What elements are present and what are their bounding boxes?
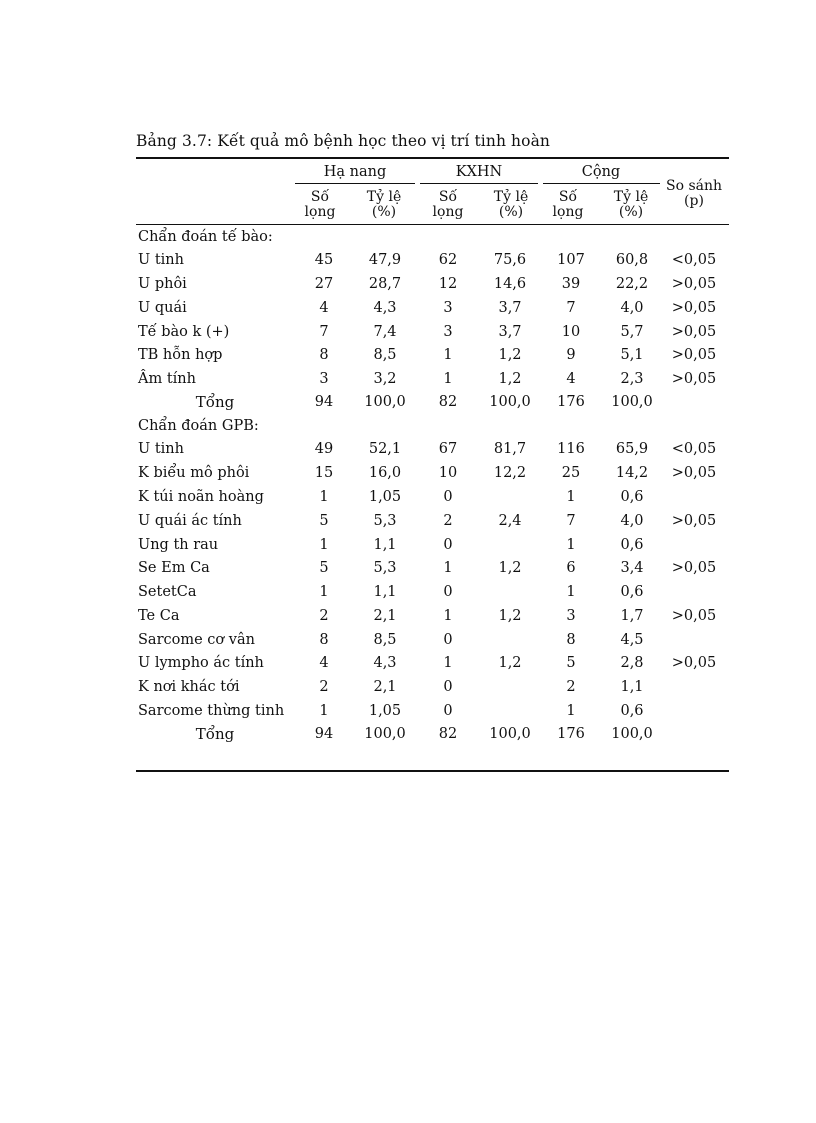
table-cell: 8,5 xyxy=(373,632,397,648)
table-cell: 2 xyxy=(443,513,453,529)
column-subheader-line2: (%) xyxy=(618,204,644,220)
table-cell: 3,2 xyxy=(373,371,397,387)
table-cell: 47,9 xyxy=(368,252,402,268)
table-cell: 8 xyxy=(566,632,576,648)
total-cell: 100,0 xyxy=(489,394,531,410)
row-label: Âm tính xyxy=(138,371,196,387)
table-cell: 0,6 xyxy=(620,584,644,600)
table-cell: 45 xyxy=(314,252,334,268)
column-subheader-line1: Tỷ lệ xyxy=(366,189,402,205)
total-label: Tổng xyxy=(195,393,235,411)
table-cell: 1 xyxy=(319,703,329,719)
table-cell: 10 xyxy=(438,465,458,481)
group-underline-cong xyxy=(543,183,660,184)
row-label: Sarcome thừng tinh xyxy=(138,703,285,719)
table-cell: 1 xyxy=(566,489,576,505)
table-cell: 2 xyxy=(319,608,329,624)
table-cell: 1 xyxy=(566,703,576,719)
column-subheader xyxy=(494,190,528,220)
table-cell: 3 xyxy=(443,324,453,340)
row-label: U quái ác tính xyxy=(138,513,242,529)
group-underline-ha-nang xyxy=(295,183,415,184)
table-cell: 81,7 xyxy=(493,441,527,457)
table-cell: 1 xyxy=(319,584,329,600)
row-label: Tế bào k (+) xyxy=(138,324,230,340)
table-cell: 14,6 xyxy=(493,276,527,292)
table-cell: 0,6 xyxy=(620,703,644,719)
table-cell: <0,05 xyxy=(671,441,717,457)
row-label: U quái xyxy=(138,300,187,316)
table-cell: 5 xyxy=(319,560,329,576)
row-label: U lympho ác tính xyxy=(138,655,264,671)
table-cell: 1 xyxy=(443,655,453,671)
column-subheader-line1: Số xyxy=(558,189,578,205)
total-cell: 100,0 xyxy=(364,394,406,410)
table-cell: >0,05 xyxy=(671,465,717,481)
table-cell: 62 xyxy=(438,252,458,268)
total-cell: 82 xyxy=(438,726,458,742)
column-subheader-line2: (%) xyxy=(498,204,524,220)
column-subheader-line1: Tỷ lệ xyxy=(493,189,529,205)
total-cell: 176 xyxy=(557,394,585,410)
column-subheader xyxy=(305,190,336,220)
table-cell: 1 xyxy=(443,608,453,624)
table-cell: 5,7 xyxy=(620,324,644,340)
column-subheader-line1: Số xyxy=(438,189,458,205)
table-cell: 1,2 xyxy=(498,608,522,624)
table-cell: 1 xyxy=(566,584,576,600)
row-label: Ung th rau xyxy=(138,537,219,553)
table-cell: 1,05 xyxy=(368,489,402,505)
table-cell: 5 xyxy=(319,513,329,529)
table-cell: 1,7 xyxy=(620,608,644,624)
row-label: K túi noãn hoàng xyxy=(138,489,264,505)
table-cell: 0 xyxy=(443,584,453,600)
total-label: Tổng xyxy=(195,725,235,743)
table-cell: 5,1 xyxy=(620,347,644,363)
table-cell: 52,1 xyxy=(368,441,402,457)
total-cell: 100,0 xyxy=(364,726,406,742)
table-cell: 7 xyxy=(319,324,329,340)
total-cell: 94 xyxy=(314,726,334,742)
compare-header-line2: (p) xyxy=(684,193,704,209)
total-cell: 94 xyxy=(314,394,334,410)
table-cell: 4,5 xyxy=(620,632,644,648)
table-cell: 28,7 xyxy=(368,276,402,292)
table-cell: 14,2 xyxy=(615,465,649,481)
column-subheader xyxy=(614,190,648,220)
total-cell: 100,0 xyxy=(489,726,531,742)
table-cell: 65,9 xyxy=(615,441,649,457)
table-cell: 27 xyxy=(314,276,334,292)
table-cell: 1,2 xyxy=(498,371,522,387)
table-cell: 3,7 xyxy=(498,324,522,340)
table-cell: 3,4 xyxy=(620,560,644,576)
column-subheader-line1: Số xyxy=(310,189,330,205)
total-cell: 100,0 xyxy=(611,726,653,742)
table-cell: 16,0 xyxy=(368,465,402,481)
table-cell: 0 xyxy=(443,537,453,553)
table-cell: 25 xyxy=(561,465,581,481)
row-label: Se Em Ca xyxy=(138,560,210,576)
group-header-kxhn: KXHN xyxy=(455,164,503,180)
table-cell: <0,05 xyxy=(671,252,717,268)
table-cell: 8 xyxy=(319,632,329,648)
table-cell: 5,3 xyxy=(373,513,397,529)
table-cell: 1 xyxy=(566,537,576,553)
column-subheader-line1: Tỷ lệ xyxy=(613,189,649,205)
table-cell: >0,05 xyxy=(671,276,717,292)
table-cell: >0,05 xyxy=(671,300,717,316)
table-cell: 4,3 xyxy=(373,655,397,671)
row-label: U tinh xyxy=(138,441,184,457)
table-cell: 10 xyxy=(561,324,581,340)
row-label: U tinh xyxy=(138,252,184,268)
table-cell: 2,8 xyxy=(620,655,644,671)
table-cell: 4 xyxy=(319,655,329,671)
row-label: K nơi khác tới xyxy=(138,679,240,695)
table-cell: 2,3 xyxy=(620,371,644,387)
table-cell: >0,05 xyxy=(671,608,717,624)
table-cell: 1,1 xyxy=(373,584,397,600)
table-cell: 1 xyxy=(443,560,453,576)
row-label: TB hỗn hợp xyxy=(138,347,223,363)
group-header-ha-nang: Hạ nang xyxy=(323,164,387,180)
table-cell: >0,05 xyxy=(671,371,717,387)
column-subheader-line2: lọng xyxy=(432,204,464,220)
column-subheader xyxy=(433,190,464,220)
table-cell: 0,6 xyxy=(620,537,644,553)
table-bottom-rule xyxy=(136,770,729,772)
table-cell: 22,2 xyxy=(615,276,649,292)
table-cell: >0,05 xyxy=(671,324,717,340)
table-cell: 1 xyxy=(319,537,329,553)
row-label: SetetCa xyxy=(138,584,197,600)
table-cell: 2 xyxy=(566,679,576,695)
compare-header-line1: So sánh xyxy=(665,178,723,194)
table-cell: >0,05 xyxy=(671,560,717,576)
column-subheader-line2: lọng xyxy=(304,204,336,220)
table-cell: 1,05 xyxy=(368,703,402,719)
table-header-rule xyxy=(136,224,729,225)
table-cell: 4,0 xyxy=(620,300,644,316)
table-cell: 5,3 xyxy=(373,560,397,576)
total-cell: 176 xyxy=(557,726,585,742)
total-cell: 82 xyxy=(438,394,458,410)
table-cell: 2,4 xyxy=(498,513,522,529)
table-cell: 0 xyxy=(443,703,453,719)
table-cell: 1,1 xyxy=(373,537,397,553)
table-cell: 67 xyxy=(438,441,458,457)
table-cell: 6 xyxy=(566,560,576,576)
table-cell: 1 xyxy=(319,489,329,505)
table-cell: 12 xyxy=(438,276,458,292)
compare-header xyxy=(666,179,722,209)
table-cell: 7 xyxy=(566,513,576,529)
row-label: Sarcome cơ vân xyxy=(138,632,255,648)
table-cell: 4 xyxy=(566,371,576,387)
table-cell: 60,8 xyxy=(615,252,649,268)
table-title: Bảng 3.7: Kết quả mô bệnh học theo vị trí tinh hoàn xyxy=(136,132,550,150)
table-cell: 5 xyxy=(566,655,576,671)
row-label: Te Ca xyxy=(138,608,180,624)
table-cell: 0 xyxy=(443,632,453,648)
row-label: K biểu mô phôi xyxy=(138,465,250,481)
table-cell: 2,1 xyxy=(373,679,397,695)
column-subheader xyxy=(553,190,584,220)
table-cell: 3 xyxy=(566,608,576,624)
row-label: U phôi xyxy=(138,276,187,292)
table-cell: 4,3 xyxy=(373,300,397,316)
section-heading: Chẩn đoán tế bào: xyxy=(138,229,273,245)
column-subheader-line2: (%) xyxy=(371,204,397,220)
table-cell: 1,2 xyxy=(498,347,522,363)
table-cell: 75,6 xyxy=(493,252,527,268)
table-cell: 2 xyxy=(319,679,329,695)
table-cell: 9 xyxy=(566,347,576,363)
table-cell: 7 xyxy=(566,300,576,316)
table-cell: >0,05 xyxy=(671,655,717,671)
table-cell: 2,1 xyxy=(373,608,397,624)
total-cell: 100,0 xyxy=(611,394,653,410)
table-cell: 1,2 xyxy=(498,560,522,576)
column-subheader-line2: lọng xyxy=(552,204,584,220)
section-heading: Chẩn đoán GPB: xyxy=(138,418,259,434)
table-cell: 8 xyxy=(319,347,329,363)
table-cell: 0 xyxy=(443,489,453,505)
table-cell: 0 xyxy=(443,679,453,695)
table-cell: >0,05 xyxy=(671,347,717,363)
table-cell: 1,2 xyxy=(498,655,522,671)
group-header-cong: Cộng xyxy=(581,164,621,180)
table-cell: 15 xyxy=(314,465,334,481)
table-cell: 1 xyxy=(443,371,453,387)
table-cell: 3 xyxy=(319,371,329,387)
table-cell: 3 xyxy=(443,300,453,316)
table-cell: 116 xyxy=(557,441,585,457)
table-cell: 7,4 xyxy=(373,324,397,340)
table-cell: >0,05 xyxy=(671,513,717,529)
table-cell: 12,2 xyxy=(493,465,527,481)
table-cell: 0,6 xyxy=(620,489,644,505)
table-cell: 1,1 xyxy=(620,679,644,695)
table-cell: 8,5 xyxy=(373,347,397,363)
table-cell: 4,0 xyxy=(620,513,644,529)
table-top-rule xyxy=(136,157,729,159)
column-subheader xyxy=(367,190,401,220)
table-cell: 107 xyxy=(557,252,585,268)
table-cell: 4 xyxy=(319,300,329,316)
table-cell: 1 xyxy=(443,347,453,363)
group-underline-kxhn xyxy=(420,183,538,184)
table-cell: 3,7 xyxy=(498,300,522,316)
table-cell: 49 xyxy=(314,441,334,457)
table-cell: 39 xyxy=(561,276,581,292)
